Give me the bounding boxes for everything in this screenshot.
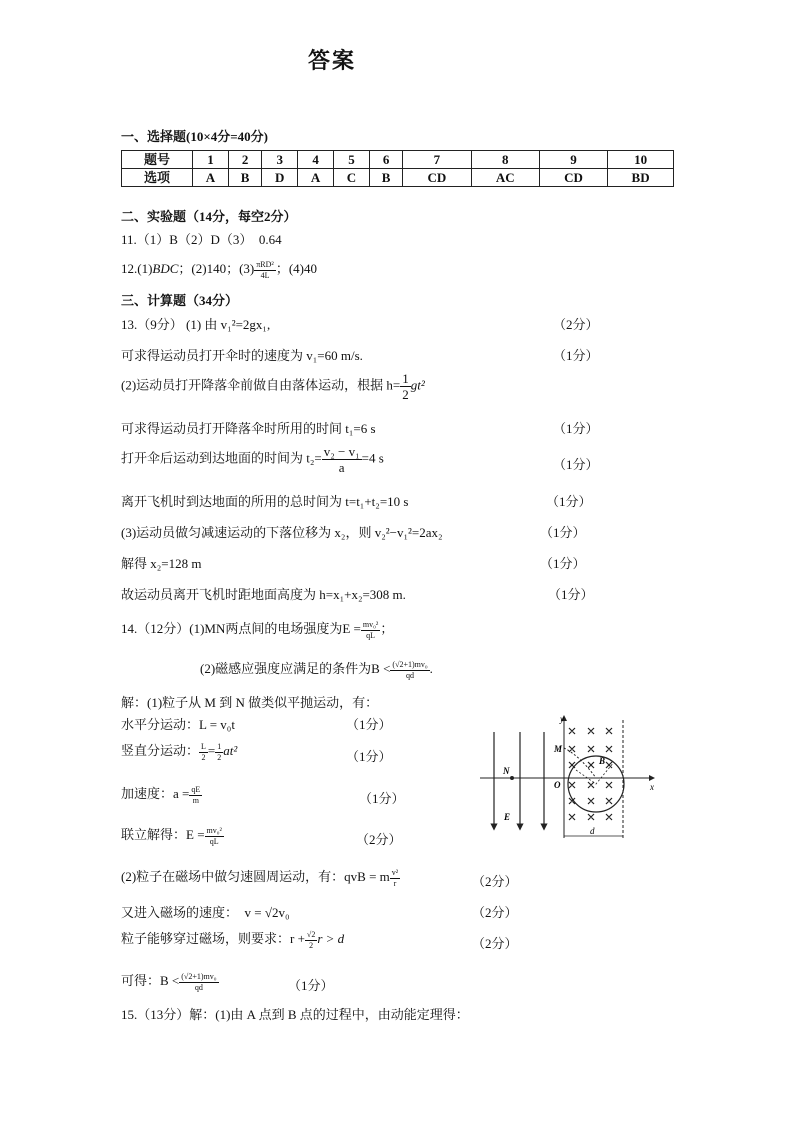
q14-fraction-E2: [205, 827, 224, 846]
q14-line4: 水平分运动：L = v₀t: [121, 717, 235, 732]
q12-part-d: ；(4)40: [275, 261, 317, 276]
label-y: y: [560, 714, 564, 724]
magnetic-field-crosses: [569, 728, 612, 820]
q14-points-11: （1分）: [288, 978, 334, 993]
section-choice-heading: 一、选择题(10×4分=40分): [121, 129, 268, 144]
q14-line1-end: ；: [380, 621, 394, 636]
fraction-numerator: mv₀²: [362, 619, 379, 629]
q14-points-10: （2分）: [472, 936, 518, 951]
fraction-denominator: r: [393, 878, 397, 888]
q14-line10-formula: r > d: [317, 931, 345, 946]
fraction-denominator: m: [192, 795, 199, 805]
q13-points-2: （1分）: [553, 348, 599, 363]
q14-line7: [121, 824, 224, 846]
q14-fraction-E: [361, 621, 380, 640]
q14-line1-text: 14.（12分）(1)MN两点间的电场强度为E =: [121, 621, 361, 636]
q13-points-4: （1分）: [553, 421, 599, 436]
q14-points-5: （1分）: [346, 749, 392, 764]
q13-points-6: （1分）: [546, 494, 592, 509]
q12-fraction: [254, 261, 276, 280]
label-d: d: [590, 826, 595, 836]
table-cell: CD: [539, 169, 607, 187]
fraction-numerator: 1: [402, 371, 409, 386]
q12-part-b: BDC: [152, 261, 179, 276]
label-B: B: [599, 756, 606, 766]
fraction-denominator: qd: [194, 982, 203, 992]
q14-line2-text: (2)磁感应强度应满足的条件为B <: [200, 661, 391, 676]
q12-answer: [121, 258, 317, 280]
point-N-dot: [510, 776, 514, 780]
q14-line6-text: 加速度：a =: [121, 786, 190, 801]
table-cell: A: [193, 169, 229, 187]
q15-line1: 15.（13分）解：(1)由 A 点到 B 点的过程中，由动能定理得：: [121, 1007, 469, 1022]
q13-line7: (3)运动员做匀减速运动的下落位移为 x₂，则 v₂²−v₁²=2ax₂: [121, 525, 443, 540]
table-row: [122, 169, 674, 187]
q13-points-7: （1分）: [540, 525, 586, 540]
table-cell: 7: [403, 151, 471, 169]
table-cell: B: [228, 169, 261, 187]
q13-line8: 解得 x₂=128 m: [121, 556, 202, 571]
table-cell: 8: [471, 151, 539, 169]
field-diagram: [480, 712, 660, 846]
q14-points-9: （2分）: [472, 905, 518, 920]
q14-points-7: （2分）: [356, 832, 402, 847]
q14-line3: 解：(1)粒子从 M 到 N 做类似平抛运动，有：: [121, 695, 379, 710]
answer-table: [121, 150, 674, 187]
label-N: N: [503, 766, 510, 776]
fraction-numerator: √2: [306, 929, 316, 939]
section-experiment-heading: 二、实验题（14分，每空2分）: [121, 209, 297, 224]
fraction-numerator: (√2+1)mv₀: [181, 971, 217, 981]
q14-line11-text: 可得：B <: [121, 973, 180, 988]
q14-fraction-B: [390, 661, 429, 680]
fraction-numerator: qE: [191, 784, 201, 794]
table-cell: 4: [298, 151, 334, 169]
q13-points-9: （1分）: [548, 587, 594, 602]
fraction-denominator: qL: [366, 630, 376, 640]
q14-line8: [121, 866, 400, 888]
fraction-numerator: mv₀²: [206, 825, 222, 835]
table-cell: D: [262, 169, 298, 187]
q14-line2-end: .: [429, 661, 433, 676]
label-O: O: [554, 780, 561, 790]
q13-points-8: （1分）: [540, 556, 586, 571]
table-cell: B: [369, 169, 402, 187]
fraction-numerator: πRD²: [256, 259, 274, 269]
q14-line5-text: 竖直分运动：: [121, 743, 200, 758]
label-M: M: [554, 744, 563, 754]
q14-fraction-a: [189, 786, 202, 805]
fraction-numerator: L: [201, 741, 206, 751]
q13-line6: 离开飞机时到达地面的所用的总时间为 t=t₁+t₂=10 s: [121, 494, 409, 509]
page-title: 答案: [308, 48, 357, 73]
q14-line5-equals: =: [207, 743, 216, 758]
table-cell: 9: [539, 151, 607, 169]
table-cell: 2: [228, 151, 261, 169]
table-cell: A: [298, 169, 334, 187]
q14-line9: 又进入磁场的速度： v = √2v₀: [121, 905, 290, 920]
table-header-cell: 题号: [122, 151, 193, 169]
fraction-denominator: 2: [201, 752, 206, 762]
table-cell: 3: [262, 151, 298, 169]
table-cell: 10: [608, 151, 674, 169]
table-cell: 1: [193, 151, 229, 169]
q14-line10: [121, 928, 344, 950]
table-cell: CD: [403, 169, 471, 187]
q13-line4: 可求得运动员打开降落伞时所用的时间 t₁=6 s: [121, 421, 376, 436]
fraction-denominator: 2: [217, 752, 222, 762]
fraction-numerator: (√2+1)mv₀: [392, 659, 428, 669]
q14-line7-text: 联立解得：E =: [121, 827, 205, 842]
q13-points-1: （2分）: [553, 317, 599, 332]
q14-line5-formula: at²: [223, 743, 238, 758]
q13-line1: 13.（9分） (1) 由 v₁²=2gx₁,: [121, 317, 271, 332]
fraction-numerator: v²: [391, 867, 399, 877]
q12-part-c: ；(2)140；(3): [178, 261, 255, 276]
q14-line2: [200, 658, 433, 680]
table-cell: AC: [471, 169, 539, 187]
q13-points-5: （1分）: [553, 457, 599, 472]
q14-line10-text: 粒子能够穿过磁场，则要求：r +: [121, 931, 305, 946]
fraction-denominator: 4L: [260, 270, 270, 280]
fraction-denominator: 2: [309, 940, 314, 950]
table-header-cell: 选项: [122, 169, 193, 187]
fraction-numerator: 1: [217, 741, 222, 751]
q14-fraction-sqrt2: [305, 931, 317, 950]
q14-fraction-B2: [179, 973, 218, 992]
fraction-denominator: qd: [406, 670, 415, 680]
q13-line5-text: 打开伞后运动到达地面的时间为 t₂=: [121, 450, 322, 466]
q13-line3-formula: gt²: [410, 377, 425, 393]
fraction-numerator: v₂ − v₁: [323, 444, 360, 459]
table-cell: 5: [334, 151, 370, 169]
q13-line2: 可求得运动员打开伞时的速度为 v₁=60 m/s.: [121, 348, 363, 363]
table-cell: C: [334, 169, 370, 187]
q13-line3: [121, 372, 425, 401]
q13-line9: 故运动员离开飞机时距地面高度为 h=x₁+x₂=308 m.: [121, 587, 406, 602]
q14-points-8: （2分）: [472, 874, 518, 889]
table-cell: BD: [608, 169, 674, 187]
q12-part-a: 12.(1): [121, 261, 153, 276]
q13-line5-result: =4 s: [361, 450, 384, 466]
q14-line5: [121, 740, 237, 762]
q14-points-6: （1分）: [359, 791, 405, 806]
q14-line8-text: (2)粒子在磁场中做匀速圆周运动，有：qvB = m: [121, 869, 390, 884]
particle-trajectory: [564, 748, 596, 778]
q14-line1: [121, 618, 393, 640]
fraction-denominator: 2: [402, 387, 409, 402]
q14-points-4: （1分）: [346, 717, 392, 732]
q13-fraction-time: [322, 445, 362, 474]
fraction-denominator: a: [338, 460, 345, 475]
q13-line5: [121, 445, 384, 474]
q13-line3-text: (2)运动员打开降落伞前做自由落体运动，根据 h=: [121, 377, 401, 393]
q14-line6: [121, 783, 202, 805]
label-x: x: [650, 782, 654, 792]
q13-fraction-half: [400, 372, 411, 401]
q11-answer: 11.（1）B（2）D（3） 0.64: [121, 232, 282, 247]
label-E: E: [504, 812, 511, 822]
table-cell: 6: [369, 151, 402, 169]
q14-fraction-L2: [199, 743, 208, 762]
fraction-denominator: qL: [209, 836, 219, 846]
section-calc-heading: 三、计算题（34分）: [121, 293, 239, 308]
q14-fraction-v2r: [390, 869, 400, 888]
table-row: [122, 151, 674, 169]
q14-line11: [121, 970, 219, 992]
